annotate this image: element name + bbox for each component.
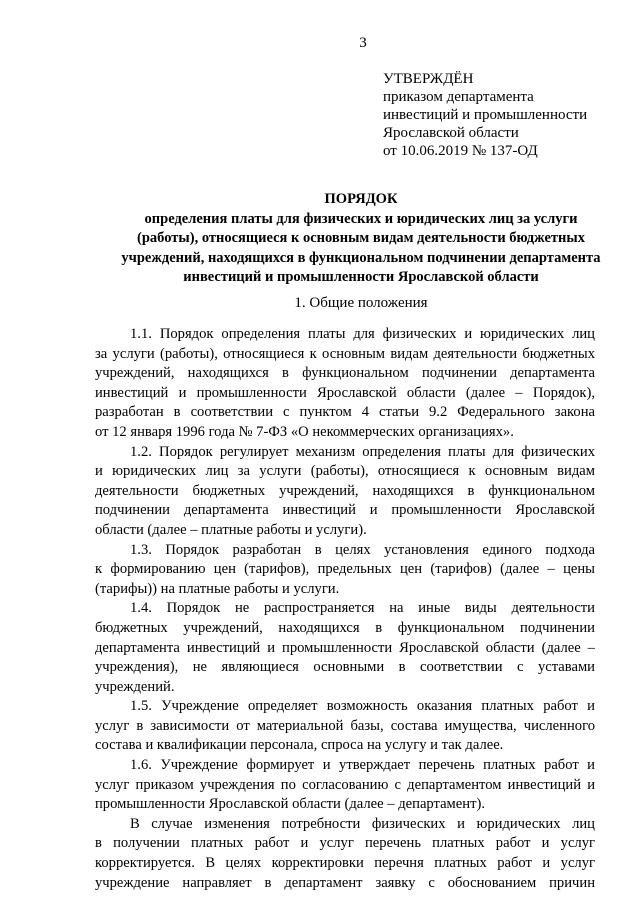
paragraph-line: состава и квалификации персонала, спроса на услугу и так далее. bbox=[95, 737, 504, 754]
paragraph-line: подчинении департамента инвестиций и промышленности Ярославской bbox=[95, 502, 595, 519]
document-title bbox=[95, 190, 627, 288]
paragraph-line: в получении платных работ и услуг перечень платных работ и услуг bbox=[95, 835, 595, 852]
approval-line: инвестиций и промышленности bbox=[383, 107, 588, 123]
paragraph-line: деятельности бюджетных учреждений, находящихся в функциональном bbox=[95, 482, 595, 499]
paragraph-line: промышленности Ярославской области (далее – департамент). bbox=[95, 796, 485, 813]
paragraph-line: области (далее – платные работы и услуги). bbox=[95, 521, 367, 538]
paragraph-line: 1.3. Порядок разработан в целях установления единого подхода bbox=[130, 541, 595, 558]
approval-line: от 10.06.2019 № 137-ОД bbox=[383, 143, 538, 159]
paragraph-line: услуг в зависимости от материальной базы, состава имущества, численного bbox=[95, 717, 595, 734]
paragraph-line: В случае изменения потребности физических и юридических лиц bbox=[130, 815, 595, 832]
paragraph bbox=[95, 541, 595, 600]
title-line: (работы), относящиеся к основным видам деятельности бюджетных bbox=[137, 230, 585, 246]
paragraph bbox=[95, 815, 595, 893]
paragraph-line: учреждений, находящихся в функциональном подчинении департамента bbox=[95, 365, 595, 382]
paragraph-line: услуг приказом учреждения по согласованию с департаментом инвестиций и bbox=[95, 776, 595, 793]
paragraph-line: учреждение направляет в департамент заявку с обоснованием причин bbox=[95, 874, 595, 891]
title-heading: ПОРЯДОК bbox=[324, 191, 398, 207]
approval-line: Ярославской области bbox=[383, 125, 519, 141]
title-line: определения платы для физических и юридических лиц за услуги bbox=[144, 210, 578, 227]
paragraph-line: бюджетных учреждений, находящихся в функциональном подчинении bbox=[95, 619, 595, 636]
paragraph bbox=[95, 599, 595, 697]
paragraph bbox=[95, 443, 595, 541]
paragraph-line: к формированию цен (тарифов), предельных цен (тарифов) (далее – цены bbox=[95, 561, 595, 578]
title-line: инвестиций и промышленности Ярославской области bbox=[183, 269, 539, 285]
paragraph-line: (тарифы)) на платные работы и услуги. bbox=[95, 580, 340, 597]
paragraph bbox=[95, 697, 595, 756]
paragraph-line: департамента инвестиций и промышленности Ярославской области (далее – bbox=[95, 639, 595, 656]
paragraph-line: корректируется. В целях корректировки перечня платных работ и услуг bbox=[95, 855, 595, 872]
approval-stamp bbox=[383, 70, 587, 160]
section-heading: 1. Общие положения bbox=[294, 295, 428, 311]
paragraph bbox=[95, 756, 595, 815]
body-text bbox=[95, 325, 595, 893]
paragraph-line: и юридических лиц за услуги (работы), относящиеся к основным видам bbox=[95, 463, 595, 480]
paragraph-line: 1.1. Порядок определения платы для физических и юридических лиц bbox=[130, 326, 595, 342]
paragraph-line: 1.5. Учреждение определяет возможность оказания платных работ и bbox=[130, 698, 595, 715]
paragraph-line: от 12 января 1996 года № 7-ФЗ «О некоммерческих организациях». bbox=[95, 423, 514, 440]
paragraph bbox=[95, 325, 595, 443]
paragraph-line: 1.2. Порядок регулирует механизм определения платы для физических bbox=[130, 443, 595, 460]
paragraph-line: за услуги (работы), относящиеся к основным видам деятельности бюджетных bbox=[95, 345, 595, 362]
approval-line: приказом департамента bbox=[383, 89, 534, 105]
approval-line: УТВЕРЖДЁН bbox=[383, 71, 474, 87]
title-line: учреждений, находящихся в функциональном подчинении департамента bbox=[121, 249, 601, 266]
page-number: 3 bbox=[359, 35, 367, 51]
paragraph-line: инвестиций и промышленности Ярославской области (далее – Порядок), bbox=[95, 384, 595, 401]
paragraph-line: 1.6. Учреждение формирует и утверждает перечень платных работ и bbox=[130, 757, 595, 774]
paragraph-line: учреждения), не являющиеся основными в соответствии с уставами bbox=[95, 659, 595, 676]
paragraph-line: 1.4. Порядок не распространяется на иные виды деятельности bbox=[130, 600, 595, 617]
paragraph-line: разработан в соответствии с пунктом 4 статьи 9.2 Федерального закона bbox=[95, 404, 595, 421]
paragraph-line: учреждений. bbox=[95, 678, 175, 695]
